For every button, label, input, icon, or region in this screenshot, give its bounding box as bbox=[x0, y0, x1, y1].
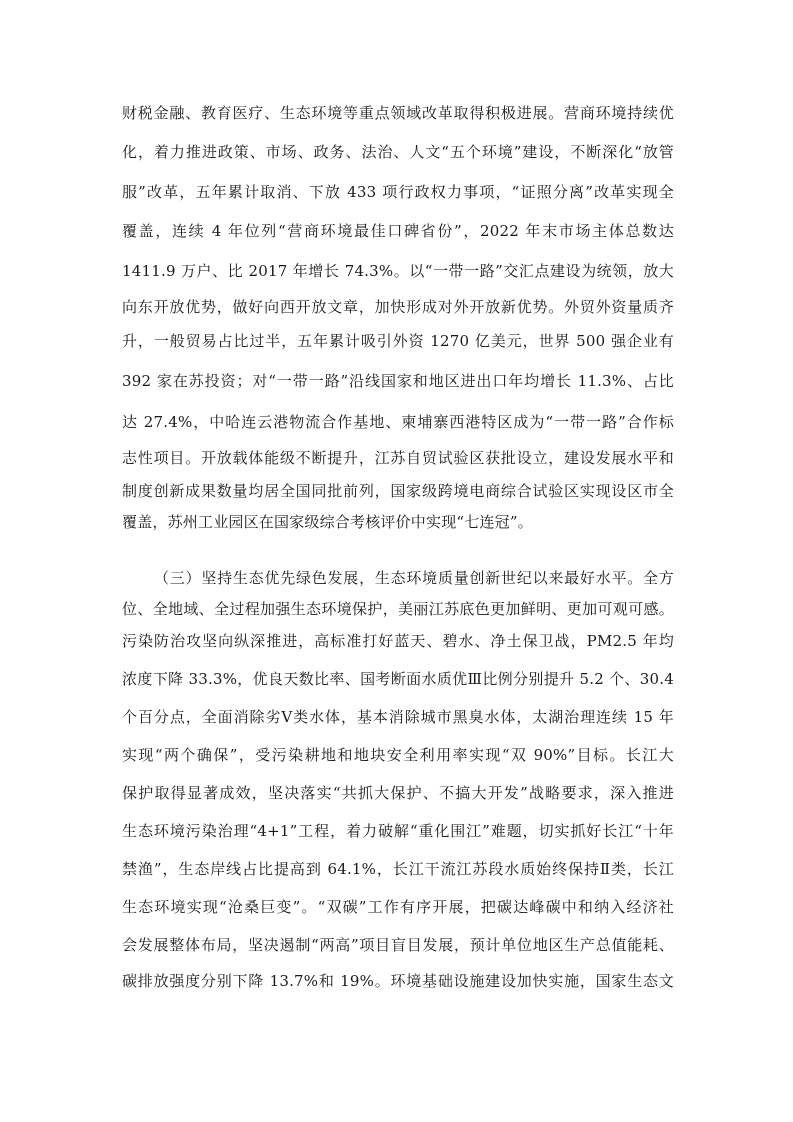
paragraph-line: 保护取得显著成效，坚决落实“共抓大保护、不搞大开发”战略要求，深入推进 bbox=[122, 784, 674, 802]
paragraph-line: 1411.9 万户、比 2017 年增长 74.3%。以“一带一路”交汇点建设为统领，放大 bbox=[122, 262, 674, 280]
paragraph-line: 碳排放强度分别下降 13.7%和 19%。环境基础设施建设加快实施，国家生态文 bbox=[122, 972, 674, 990]
paragraph-line: 志性项目。开放载体能级不断提升，江苏自贸试验区获批设立，建设发展水平和 bbox=[122, 449, 674, 467]
paragraph-line: 生态环境污染治理“4+1”工程，着力破解“重化围江”难题，切实抓好长江“十年 bbox=[122, 822, 674, 840]
paragraph-line: 会发展整体布局，坚决遏制“两高”项目盲目发展，预计单位地区生产总值能耗、 bbox=[122, 936, 674, 954]
paragraph-heading-line: （三）坚持生态优先绿色发展，生态环境质量创新世纪以来最好水平。全方 bbox=[154, 569, 674, 587]
paragraph-line: 禁渔”，生态岸线占比提高到 64.1%，长江干流江苏段水质始终保持Ⅱ类，长江 bbox=[122, 860, 674, 878]
paragraph-line: 个百分点，全面消除劣Ⅴ类水体，基本消除城市黑臭水体，太湖治理连续 15 年 bbox=[122, 708, 674, 726]
paragraph-line: 服”改革，五年累计取消、下放 433 项行政权力事项，“证照分离”改革实现全 bbox=[122, 183, 674, 201]
paragraph-line: 制度创新成果数量均居全国同批前列，国家级跨境电商综合试验区实现设区市全 bbox=[122, 482, 674, 500]
paragraph-line: 浓度下降 33.3%，优良天数比率、国考断面水质优Ⅲ比例分别提升 5.2 个、30.4 bbox=[122, 670, 674, 688]
paragraph-line: 位、全地域、全过程加强生态环境保护，美丽江苏底色更加鲜明、更加可观可感。 bbox=[122, 600, 674, 618]
paragraph-line: 覆盖，连续 4 年位列“营商环境最佳口碑省份”，2022 年末市场主体总数达 bbox=[122, 222, 674, 240]
paragraph-line: 污染防治攻坚向纵深推进，高标准打好蓝天、碧水、净土保卫战，PM2.5 年均 bbox=[122, 632, 674, 650]
paragraph-line-last: 覆盖，苏州工业园区在国家级综合考核评价中实现“七连冠”。 bbox=[122, 513, 533, 531]
paragraph-line: 化，着力推进政策、市场、政务、法治、人文“五个环境”建设，不断深化“放管 bbox=[122, 143, 674, 161]
paragraph-line: 392 家在苏投资；对“一带一路”沿线国家和地区进出口年均增长 11.3%、占比 bbox=[122, 372, 674, 390]
paragraph-line: 达 27.4%，中哈连云港物流合作基地、柬埔寨西港特区成为“一带一路”合作标 bbox=[122, 413, 674, 431]
paragraph-line: 实现“两个确保”，受污染耕地和地块安全利用率实现“双 90%”目标。长江大 bbox=[122, 746, 674, 764]
paragraph-line: 升，一般贸易占比过半，五年累计吸引外资 1270 亿美元，世界 500 强企业有 bbox=[122, 332, 674, 350]
paragraph-line: 生态环境实现“沧桑巨变”。“双碳”工作有序开展，把碳达峰碳中和纳入经济社 bbox=[122, 898, 674, 916]
paragraph-line: 向东开放优势，做好向西开放文章，加快形成对外开放新优势。外贸外资量质齐 bbox=[122, 298, 674, 316]
paragraph-line: 财税金融、教育医疗、生态环境等重点领域改革取得积极进展。营商环境持续优 bbox=[122, 104, 674, 122]
